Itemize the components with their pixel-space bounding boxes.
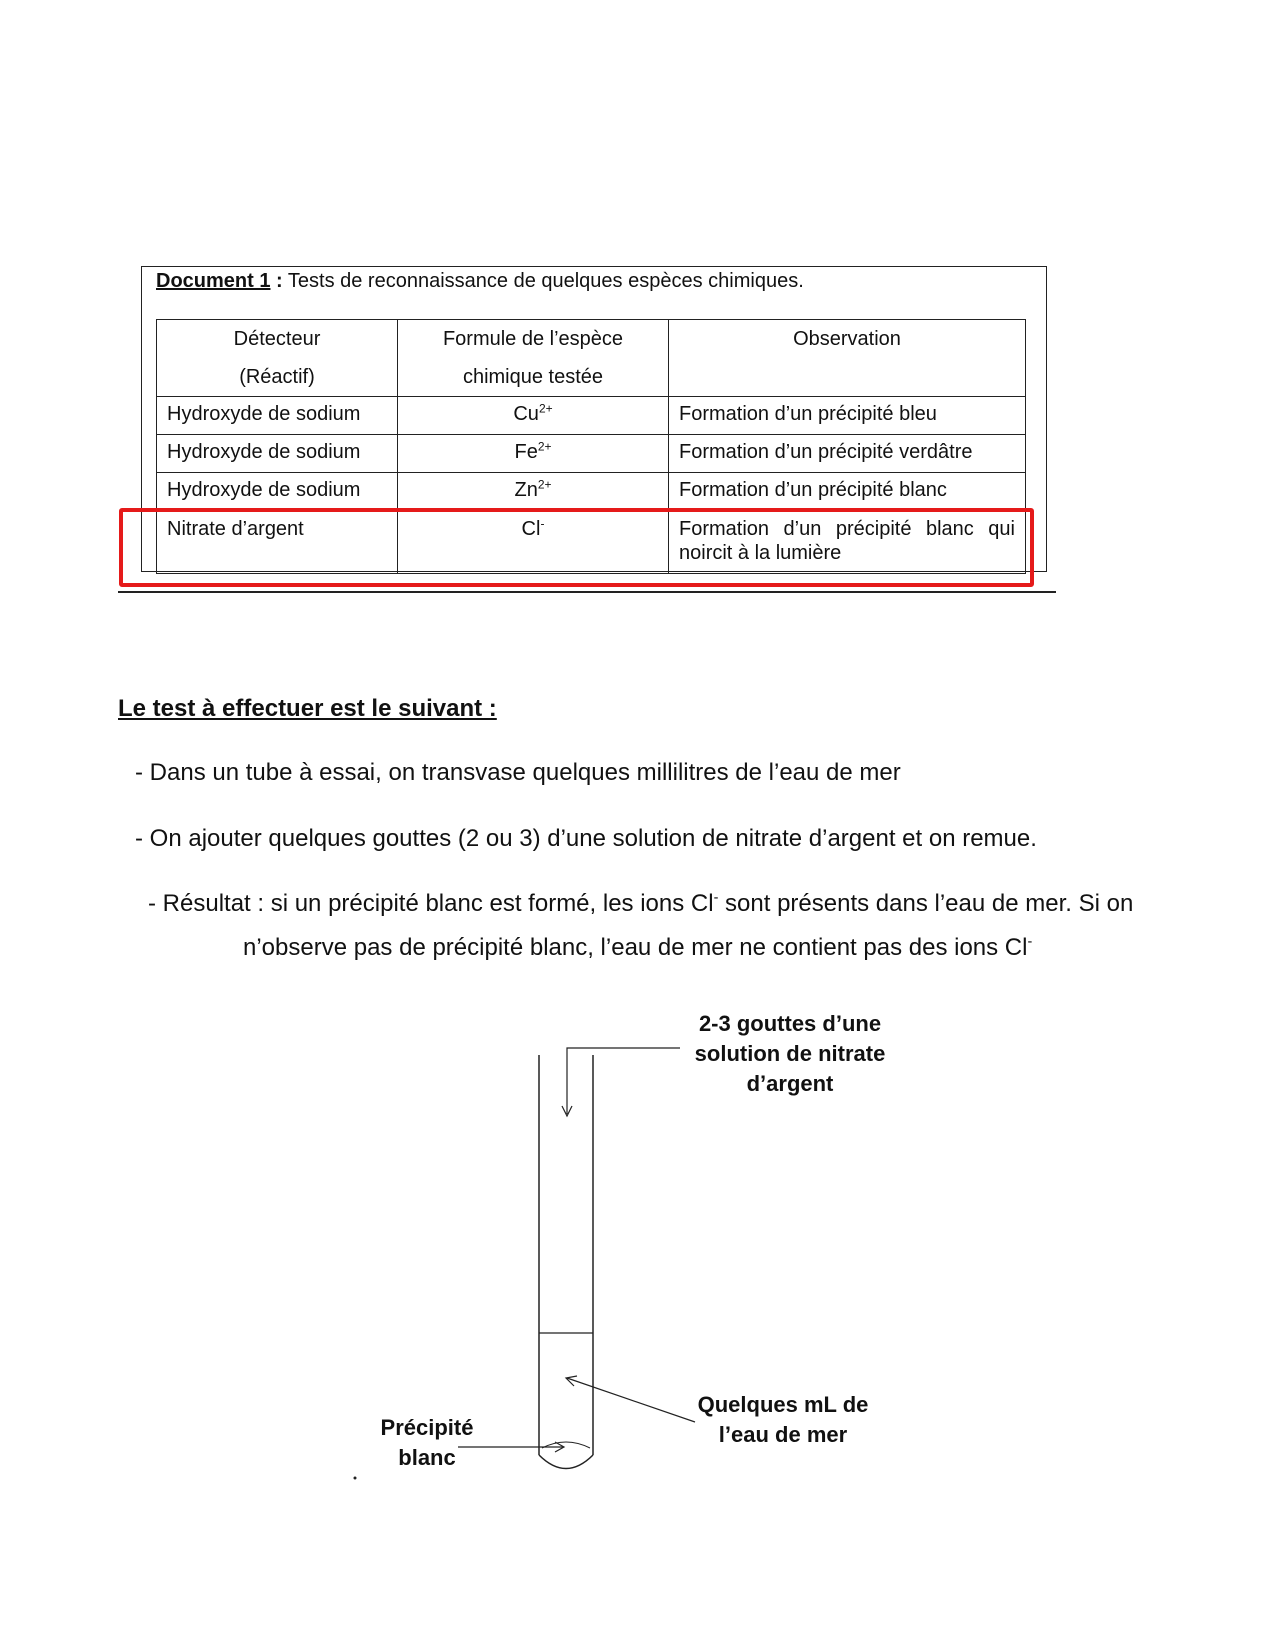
label-drops-line2: solution de nitrate	[694, 1041, 886, 1066]
label-water-line1: Quelques mL de	[697, 1392, 869, 1417]
label-water-line2: l’eau de mer	[718, 1422, 848, 1447]
header-observation: Observation	[669, 320, 1026, 397]
formula-base: Zn	[514, 479, 538, 501]
step3-text-a: - Résultat : si un précipité blanc est formé, les ions Cl	[148, 890, 714, 917]
formula-charge: 2+	[537, 439, 552, 454]
cell-observation: Formation d’un précipité verdâtre	[669, 435, 1026, 473]
tube-bottom	[539, 1455, 593, 1469]
document1-colon: :	[270, 270, 283, 292]
header-formula-line2: chimique testée	[462, 366, 604, 388]
label-precip-line1: Précipité	[380, 1415, 474, 1440]
label-silver-nitrate-drops	[685, 1009, 895, 1099]
stray-dot	[354, 1477, 357, 1480]
cell-detector: Hydroxyde de sodium	[157, 435, 398, 473]
water-arrow-line	[567, 1378, 695, 1422]
cell-detector: Hydroxyde de sodium	[157, 397, 398, 435]
formula-charge: 2+	[537, 477, 552, 492]
formula-base: Fe	[514, 441, 538, 463]
label-drops-line1: 2-3 gouttes d’une	[698, 1011, 882, 1036]
cell-detector: Hydroxyde de sodium	[157, 473, 398, 511]
cell-observation: Formation d’un précipité blanc	[669, 473, 1026, 511]
formula-charge: 2+	[538, 401, 553, 416]
document1-title: Tests de reconnaissance de quelques espèces chimiques.	[282, 270, 804, 292]
procedure-title: Le test à effectuer est le suivant :	[118, 695, 497, 722]
step3-text-b: sont présents dans l’eau de mer. Si on	[718, 890, 1134, 917]
step3-charge-c: -	[1027, 934, 1033, 950]
label-sea-water	[683, 1390, 883, 1450]
label-white-precipitate	[362, 1413, 492, 1473]
cell-detector: Nitrate d’argent	[157, 511, 398, 574]
step3-text-c: n’observe pas de précipité blanc, l’eau de mer ne contient pas des ions Cl	[243, 934, 1028, 961]
header-formula-line1: Formule de l’espèce	[442, 328, 624, 350]
document1-label: Document 1	[156, 270, 271, 292]
procedure-step-2: - On ajouter quelques gouttes (2 ou 3) d’une solution de nitrate d’argent et on remue.	[135, 825, 1037, 852]
label-drops-line3: d’argent	[746, 1071, 834, 1096]
formula-base: Cu	[513, 403, 539, 425]
cell-observation: Formation d’un précipité bleu	[669, 397, 1026, 435]
formula-base: Cl	[521, 518, 541, 540]
label-precip-line2: blanc	[398, 1445, 456, 1470]
cell-observation: Formation d’un précipité blanc qui noircit à la lumière	[669, 511, 1026, 574]
procedure-step-1: - Dans un tube à essai, on transvase quelques millilitres de l’eau de mer	[135, 759, 901, 786]
formula-charge: -	[540, 516, 545, 531]
header-detector-line1: Détecteur	[233, 328, 321, 350]
step3-charge-a: -	[713, 890, 719, 906]
drops-arrow-line	[567, 1048, 680, 1114]
header-detector-line2: (Réactif)	[239, 366, 315, 388]
